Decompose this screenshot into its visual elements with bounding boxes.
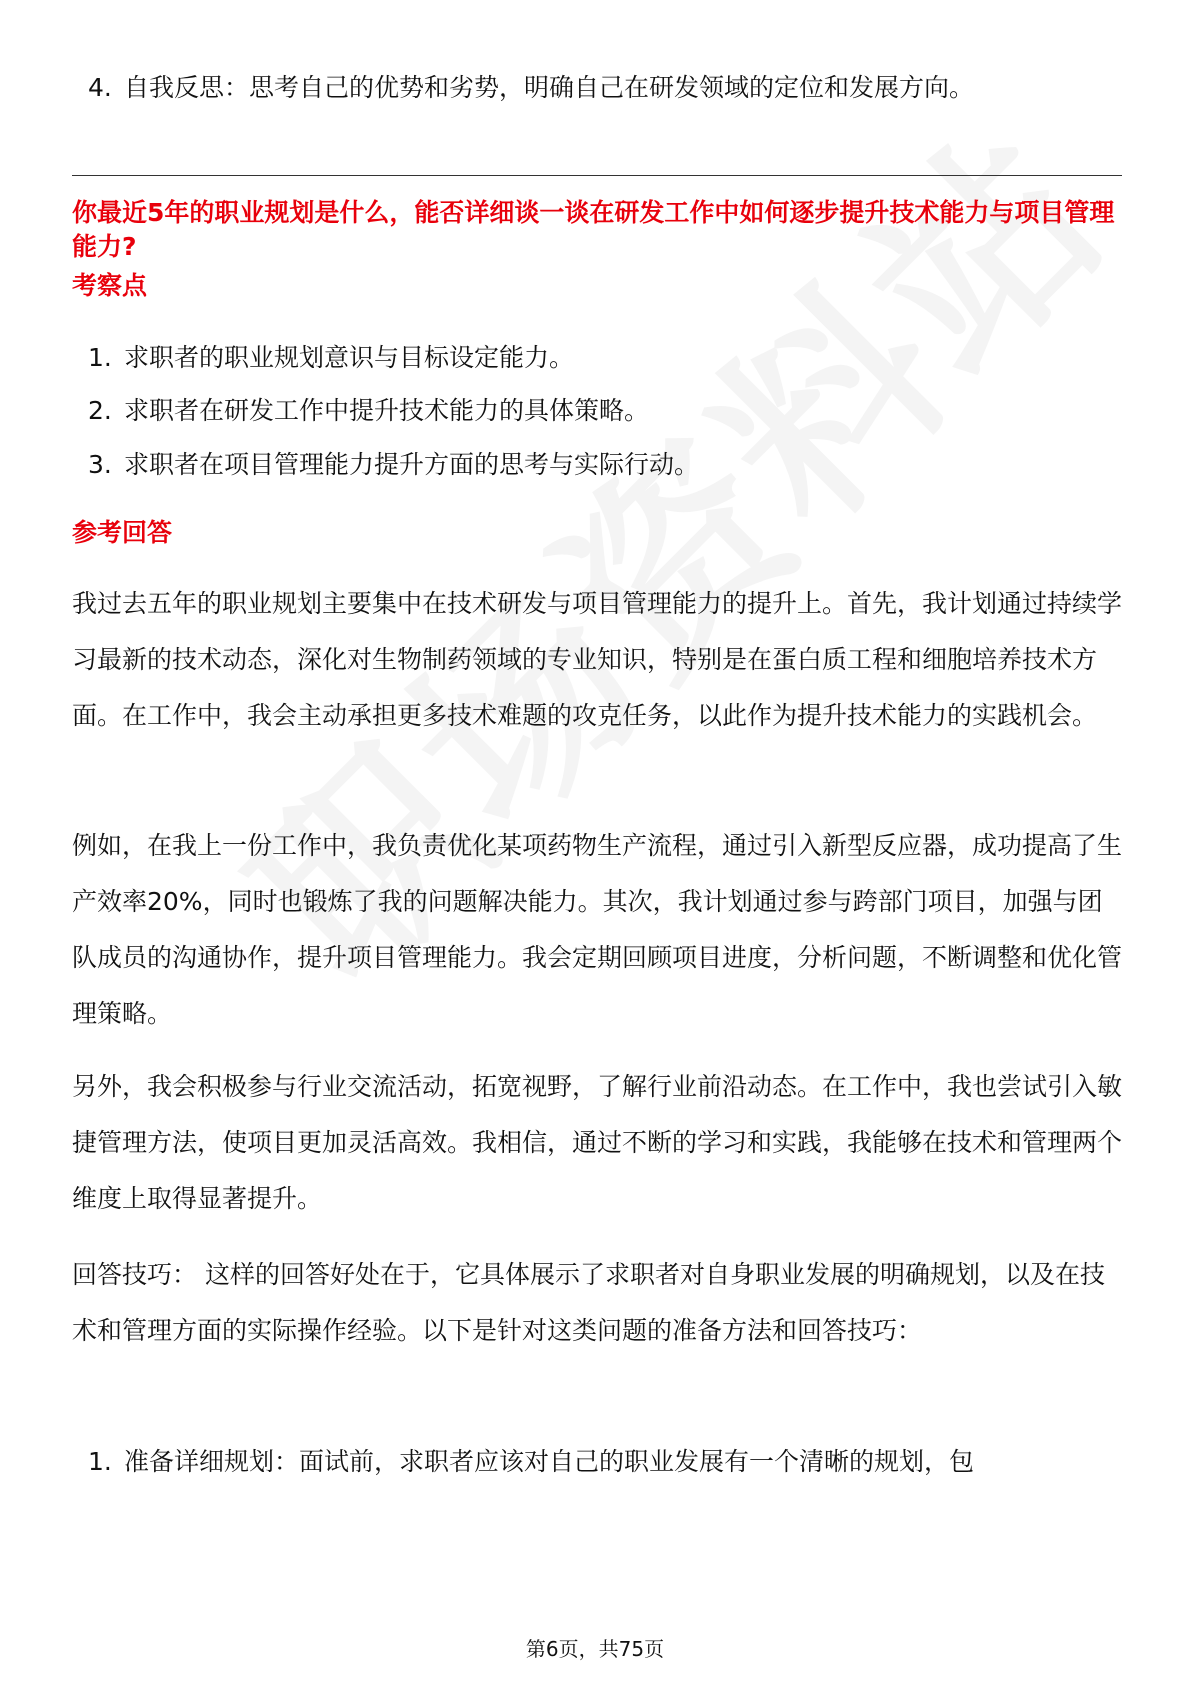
answer-paragraph-1: 我过去五年的职业规划主要集中在技术研发与项目管理能力的提升上。首先，我计划通过持续学习最新的技术动态，深化对生物制药领域的专业知识，特别是在蛋白质工程和细胞培养技术方面。在工作中，我会主动承担更多技术难题的攻克任务，以此作为提升技术能力的实践机会。 <box>72 589 1123 730</box>
list-item-self-reflection <box>88 72 1128 104</box>
answer-heading: 参考回答 <box>72 518 173 547</box>
answer-tips-paragraph: 回答技巧： 这样的回答好处在于，它具体展示了求职者对自身职业发展的明确规划，以及在技术和管理方面的实际操作经验。以下是针对这类问题的准备方法和回答技巧： <box>72 1260 1105 1345</box>
assessment-item-3 <box>88 449 1128 481</box>
page-footer: 第6页，共75页 <box>525 1637 665 1661</box>
list-number: 3. <box>88 450 112 479</box>
list-number: 2. <box>88 396 112 425</box>
tips-item-1 <box>88 1446 1128 1478</box>
list-text: 求职者在研发工作中提升技术能力的具体策略。 <box>124 396 650 425</box>
assessment-heading: 考察点 <box>72 271 148 300</box>
list-text: 自我反思：思考自己的优势和劣势，明确自己在研发领域的定位和发展方向。 <box>124 73 975 102</box>
assessment-item-1 <box>88 342 1128 374</box>
answer-paragraph-2: 例如，在我上一份工作中，我负责优化某项药物生产流程，通过引入新型反应器，成功提高了生产效率20%，同时也锻炼了我的问题解决能力。其次，我计划通过参与跨部门项目，加强与团队成员的沟通协作，提升项目管理能力。我会定期回顾项目进度，分析问题，不断调整和优化管理策略。 <box>72 831 1123 1028</box>
assessment-item-2 <box>88 395 1128 427</box>
list-text: 求职者的职业规划意识与目标设定能力。 <box>124 343 575 372</box>
list-number: 1. <box>88 1447 112 1476</box>
list-number: 1. <box>88 343 112 372</box>
list-text: 求职者在项目管理能力提升方面的思考与实际行动。 <box>124 450 700 479</box>
section-divider <box>72 175 1122 176</box>
answer-paragraph-3: 另外，我会积极参与行业交流活动，拓宽视野，了解行业前沿动态。在工作中，我也尝试引入敏捷管理方法，使项目更加灵活高效。我相信，通过不断的学习和实践，我能够在技术和管理两个维度上取得显著提升。 <box>72 1072 1123 1213</box>
list-number: 4. <box>88 73 112 102</box>
list-text: 准备详细规划：面试前，求职者应该对自己的职业发展有一个清晰的规划，包 <box>124 1447 975 1476</box>
question-heading: 你最近5年的职业规划是什么，能否详细谈一谈在研发工作中如何逐步提升技术能力与项目管理能力? <box>72 198 1115 261</box>
